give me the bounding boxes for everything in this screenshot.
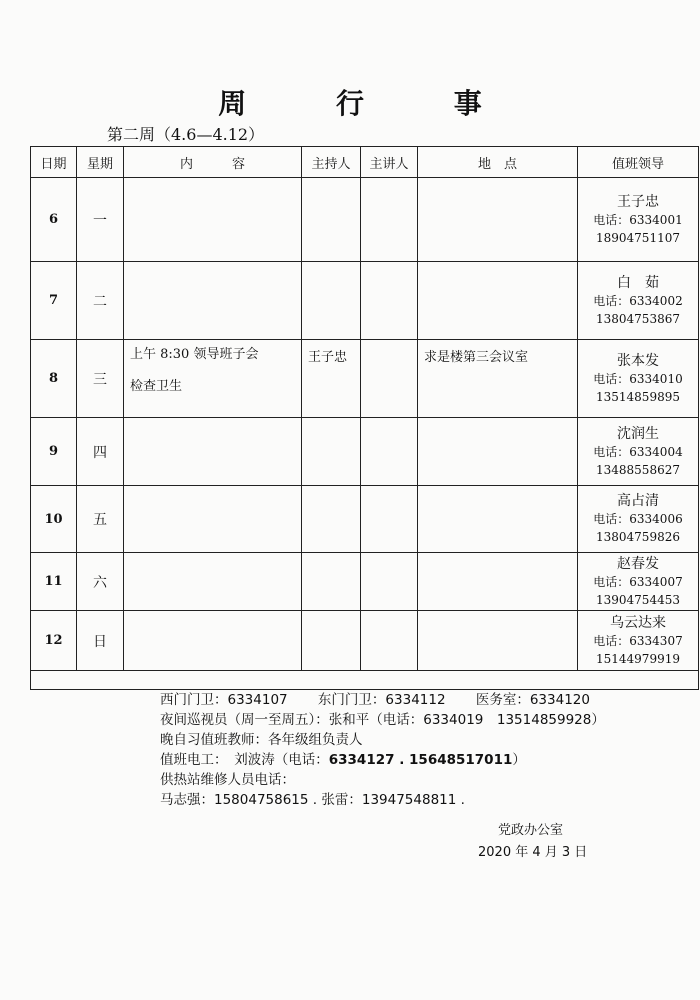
table-row <box>31 340 699 418</box>
duty-mobile: 13488558627 <box>596 462 680 477</box>
content-line: 检查卫生 <box>130 379 183 394</box>
clinic-phone: 医务室：6334120 <box>475 692 590 708</box>
duty-mobile: 13904754453 <box>596 592 680 607</box>
row-location <box>418 418 578 486</box>
row-location <box>418 178 578 262</box>
row-duty <box>578 611 699 671</box>
header-speaker: 主讲人 <box>361 147 418 178</box>
heating-line: 供热站维修人员电话： <box>160 772 295 788</box>
row-content <box>124 262 302 340</box>
electrician-end: ） <box>512 752 526 768</box>
row-speaker <box>361 178 418 262</box>
header-weekday: 星期 <box>77 147 124 178</box>
electrician-line <box>160 750 605 770</box>
row-date: 9 <box>31 418 77 486</box>
row-content <box>124 418 302 486</box>
west-gate-phone: 西门门卫：6334107 <box>160 692 288 708</box>
contact-info <box>160 690 605 810</box>
issue-date: 2020 年 4 月 3 日 <box>478 845 588 860</box>
row-content <box>124 178 302 262</box>
row-weekday: 三 <box>77 340 124 418</box>
duty-phone: 电话：6334002 <box>593 293 683 308</box>
row-duty <box>578 418 699 486</box>
row-weekday: 日 <box>77 611 124 671</box>
row-speaker <box>361 418 418 486</box>
header-location: 地 点 <box>418 147 578 178</box>
patrol-line: 夜间巡视员（周一至周五）：张和平（电话：6334019 13514859928） <box>160 712 605 728</box>
row-weekday: 四 <box>77 418 124 486</box>
row-speaker <box>361 611 418 671</box>
header-content: 内 容 <box>124 147 302 178</box>
row-speaker <box>361 553 418 611</box>
duty-mobile: 18904751107 <box>596 230 680 245</box>
duty-phone: 电话：6334007 <box>593 574 683 589</box>
header-host: 主持人 <box>302 147 361 178</box>
table-row <box>31 553 699 611</box>
duty-name: 赵春发 <box>617 555 659 572</box>
duty-mobile: 15144979919 <box>596 651 680 666</box>
row-content <box>124 340 302 418</box>
table-row <box>31 486 699 553</box>
row-host: 王子忠 <box>302 340 361 418</box>
duty-name: 高占清 <box>617 493 659 509</box>
spacer-cell <box>31 671 699 690</box>
east-gate-phone: 东门门卫：6334112 <box>317 692 446 708</box>
gate-phones-line <box>160 690 605 710</box>
row-host <box>302 553 361 611</box>
content-line: 上午 8:30 领导班子会 <box>130 347 259 362</box>
row-host <box>302 611 361 671</box>
header-date: 日期 <box>31 147 77 178</box>
duty-phone: 电话：6334001 <box>593 212 683 227</box>
row-duty <box>578 178 699 262</box>
duty-phone: 电话：6334006 <box>593 512 683 526</box>
duty-name: 张本发 <box>617 352 659 369</box>
duty-mobile: 13514859895 <box>596 389 680 404</box>
row-duty <box>578 486 699 553</box>
row-weekday: 六 <box>77 553 124 611</box>
heating-staff-line: 马志强：15804758615 . 张雷：13947548811 . <box>160 792 465 808</box>
row-content <box>124 611 302 671</box>
duty-mobile: 13804753867 <box>596 311 680 326</box>
duty-phone: 电话：6334307 <box>593 633 683 648</box>
row-speaker <box>361 486 418 553</box>
row-date: 12 <box>31 611 77 671</box>
row-weekday: 一 <box>77 178 124 262</box>
electrician-label: 值班电工： 刘波涛（电话： <box>160 752 329 768</box>
row-duty <box>578 553 699 611</box>
row-content <box>124 486 302 553</box>
row-date: 8 <box>31 340 77 418</box>
row-weekday: 二 <box>77 262 124 340</box>
duty-name: 白 茹 <box>617 274 659 291</box>
duty-mobile: 13804759826 <box>596 530 680 544</box>
weekly-schedule-table <box>30 146 699 690</box>
table-row <box>31 178 699 262</box>
header-duty: 值班领导 <box>578 147 699 178</box>
row-location: 求是楼第三会议室 <box>418 340 578 418</box>
duty-name: 王子忠 <box>617 193 659 210</box>
row-date: 7 <box>31 262 77 340</box>
signature-block <box>478 820 587 864</box>
page-title: 周 行 事 <box>218 87 522 120</box>
row-duty <box>578 340 699 418</box>
week-subtitle: 第二周（4.6—4.12） <box>107 125 265 144</box>
row-location <box>418 553 578 611</box>
electrician-phone: 6334127 . 15648517011 <box>328 752 513 768</box>
row-weekday: 五 <box>77 486 124 553</box>
table-row <box>31 262 699 340</box>
table-spacer-row <box>31 671 699 690</box>
issuing-office: 党政办公室 <box>498 823 564 838</box>
row-date: 10 <box>31 486 77 553</box>
row-host <box>302 262 361 340</box>
row-content <box>124 553 302 611</box>
row-host <box>302 178 361 262</box>
row-date: 11 <box>31 553 77 611</box>
row-duty <box>578 262 699 340</box>
duty-phone: 电话：6334010 <box>593 371 683 386</box>
study-duty-line: 晚自习值班教师：各年级组负责人 <box>160 732 363 748</box>
row-location <box>418 262 578 340</box>
duty-name: 沈润生 <box>617 425 659 442</box>
duty-phone: 电话：6334004 <box>593 444 683 459</box>
duty-name: 乌云达来 <box>610 614 666 631</box>
row-location <box>418 486 578 553</box>
row-speaker <box>361 340 418 418</box>
table-row <box>31 418 699 486</box>
row-speaker <box>361 262 418 340</box>
table-row <box>31 611 699 671</box>
row-date: 6 <box>31 178 77 262</box>
row-host <box>302 486 361 553</box>
row-host <box>302 418 361 486</box>
table-header-row <box>31 147 699 178</box>
row-location <box>418 611 578 671</box>
